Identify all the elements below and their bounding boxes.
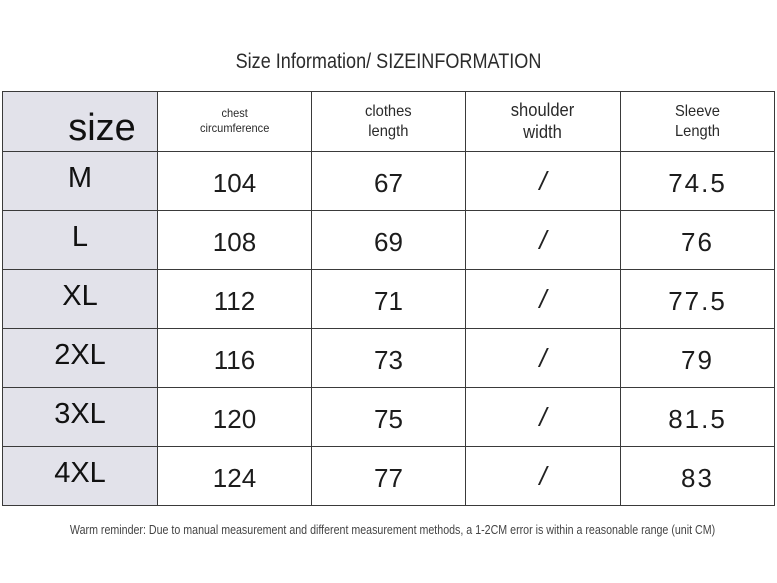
header-sleeve [621,92,775,152]
shoulder-value: / [466,388,621,447]
chest-value: 112 [158,270,312,329]
header-length-line2: length [368,122,409,140]
table-row [3,152,775,211]
chest-value: 120 [158,388,312,447]
sleeve-value: 74.5 [621,152,775,211]
chest-value: 104 [158,152,312,211]
sleeve-value: 76 [621,211,775,270]
header-shoulder [466,92,621,152]
length-value: 77 [312,447,466,506]
shoulder-value: / [466,329,621,388]
size-chart-table [2,91,775,506]
length-value: 73 [312,329,466,388]
header-sleeve-line1: Sleeve [674,102,720,120]
header-shoulder-line2: width [523,122,563,143]
measurement-note: Warm reminder: Due to manual measurement and different measurement methods, a 1-2CM error is within a reasonable range (unit CM) [69,522,716,537]
sleeve-value: 77.5 [621,270,775,329]
size-label: 2XL [3,329,158,388]
sleeve-value: 81.5 [621,388,775,447]
length-value: 69 [312,211,466,270]
chest-value: 108 [158,211,312,270]
header-chest [158,92,312,152]
page-title: Size Information/ SIZEINFORMATION [235,50,542,73]
table-row [3,388,775,447]
length-value: 67 [312,152,466,211]
size-label: XL [3,270,158,329]
table-row [3,447,775,506]
size-label: 4XL [3,447,158,506]
header-length-line1: clothes [365,102,412,120]
length-value: 75 [312,388,466,447]
size-label: L [3,211,158,270]
shoulder-value: / [466,211,621,270]
size-label: 3XL [3,388,158,447]
shoulder-value: / [466,270,621,329]
header-sleeve-line2: Length [674,122,721,140]
length-value: 71 [312,270,466,329]
chest-value: 116 [158,329,312,388]
header-length [312,92,466,152]
shoulder-value: / [466,447,621,506]
table-header-row [3,92,775,152]
size-label: M [3,152,158,211]
header-shoulder-line1: shoulder [511,99,575,120]
table-row [3,270,775,329]
sleeve-value: 79 [621,329,775,388]
header-size: size [3,92,158,152]
header-chest-line1: chest [221,105,248,120]
sleeve-value: 83 [621,447,775,506]
header-chest-line2: circumference [199,120,270,135]
table-row [3,329,775,388]
table-row [3,211,775,270]
shoulder-value: / [466,152,621,211]
chest-value: 124 [158,447,312,506]
